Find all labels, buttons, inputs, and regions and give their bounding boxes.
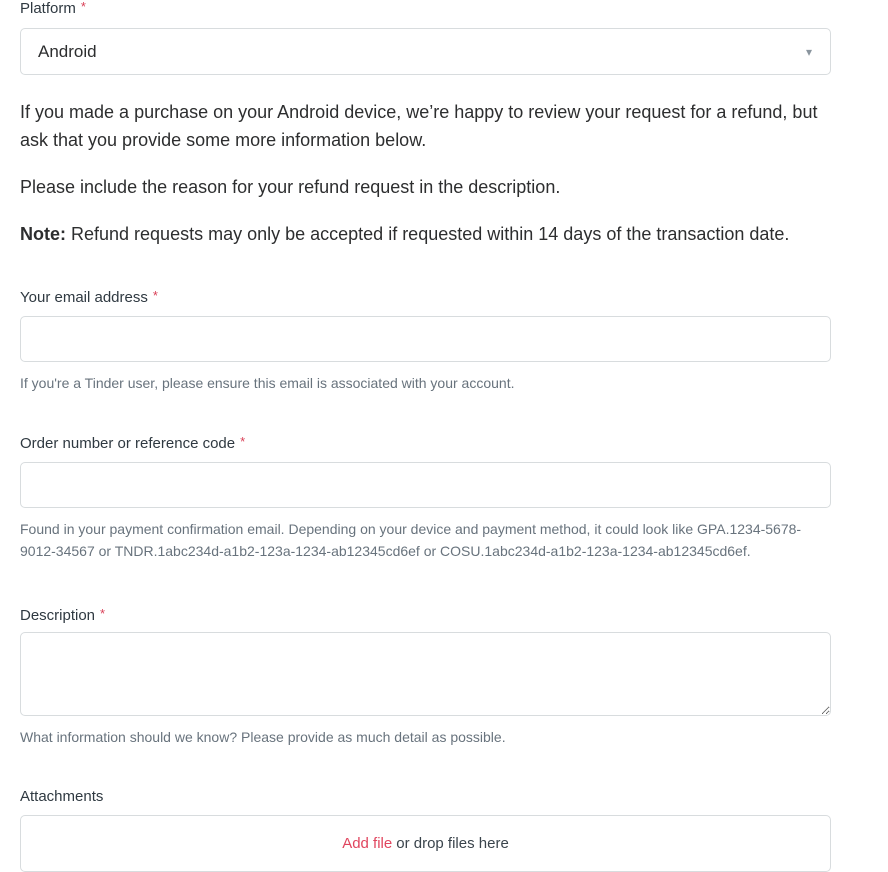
- order-number-label-text: Order number or reference code: [20, 435, 236, 452]
- platform-label: [20, 0, 831, 18]
- required-asterisk: *: [152, 288, 158, 303]
- description-field[interactable]: [20, 632, 831, 716]
- required-asterisk: *: [240, 434, 246, 449]
- description-label-text: Description: [20, 607, 96, 624]
- email-field[interactable]: [20, 316, 831, 362]
- platform-label-text: Platform: [20, 0, 76, 17]
- email-label: [20, 289, 831, 307]
- description-label: [20, 607, 831, 625]
- platform-select[interactable]: [20, 28, 831, 75]
- required-asterisk: *: [100, 606, 106, 621]
- order-number-field[interactable]: [20, 462, 831, 508]
- note-paragraph: [20, 220, 831, 248]
- refund-form: [20, 0, 831, 872]
- add-file-link[interactable]: Add file: [342, 835, 393, 852]
- required-asterisk: *: [80, 0, 86, 14]
- note-text: Refund requests may only be accepted if requested within 14 days of the transaction date.: [66, 224, 790, 244]
- order-number-helper-text: Found in your payment confirmation email. Depending on your device and payment method, it could look like GPA.1234-5678-9012-34567 or TNDR.1abc234d-a1b2-123a-1234-ab12345cd6ef or COSU.1abc234d-a1b2-123a-1234-ab12345cd6ef.: [20, 521, 802, 559]
- chevron-down-icon: ▾: [805, 44, 812, 59]
- note-prefix: Note:: [20, 224, 66, 244]
- drop-files-text: or drop files here: [396, 835, 509, 852]
- intro-paragraph: If you made a purchase on your Android device, we’re happy to review your request for a refund, but ask that you provide some more information below.: [20, 102, 818, 150]
- description-helper-text: What information should we know? Please provide as much detail as possible.: [20, 729, 506, 745]
- email-label-text: Your email address: [20, 289, 148, 306]
- email-helper-text: If you're a Tinder user, please ensure this email is associated with your account.: [20, 375, 515, 391]
- reason-paragraph: Please include the reason for your refund request in the description.: [20, 177, 561, 197]
- attachments-label: Attachments: [20, 788, 104, 805]
- order-number-label: [20, 435, 831, 453]
- attachments-dropzone[interactable]: [20, 815, 831, 872]
- platform-select-value: Android: [38, 41, 97, 61]
